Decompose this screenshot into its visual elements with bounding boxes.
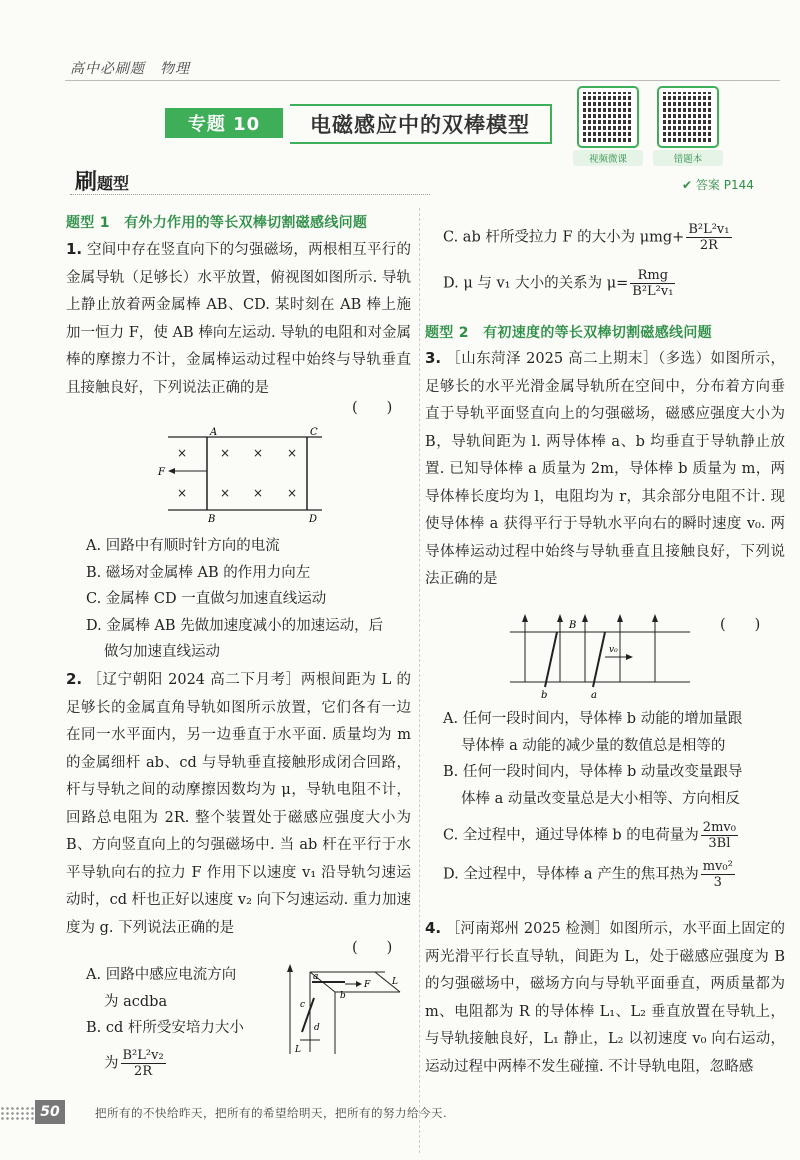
fig1-label-B: B: [208, 514, 216, 525]
fig2-label-F: F: [364, 980, 371, 990]
q2-option-a: A. 回路中感应电流方向: [86, 967, 237, 983]
q1-answer-paren: ( ): [352, 400, 393, 416]
type1-heading: 题型 1 有外力作用的等长双棒切割磁感线问题: [66, 215, 368, 231]
q3-option-c: C. 全过程中，通过导体棒 b 的电荷量为 $\frac{\text{2mv₀}}{3Bl}$: [443, 820, 736, 851]
answer-reference[interactable]: [682, 176, 754, 193]
fig2-label-L: L: [392, 977, 398, 987]
q2-text: ［辽宁朝阳 2024 高二下月考］两根间距为 L 的足够长的金属直角导轨如图所示放置，它们各有一边在同一水平面内，另一边垂直于水平面. 质量均为 m 的金属细杆 ab、cd 与导轨垂直接触形成闭合回路，杆与导轨之间的动摩擦因数均为 μ，导轨电阻不计，回路总电阻为 2R. 整个装置处于磁感应强度大小为 B、方向竖直向上的匀强磁场中. 当 ab 杆在平行于水平导轨向右的拉力 F 作用下以速度 v₁ 沿导轨匀速运动时，cd 杆也正好以速度 v₂ 向下匀速运动. 重力加速度为 g. 下列说法正确的是: [66, 672, 411, 936]
fig2-label-d: d: [314, 1023, 320, 1033]
q2-option-b: B. cd 杆所受安培力大小: [86, 1020, 244, 1036]
q2d-frac-num: Rmg: [630, 268, 675, 284]
q3-options: [443, 706, 788, 890]
q3d-frac-den: 3: [713, 875, 722, 890]
q3-figure: [505, 612, 695, 702]
q2-option-a-cont: 为 acdba: [104, 993, 168, 1010]
qr-mistakes-label: 错题本: [653, 150, 723, 166]
question-3: [425, 345, 785, 594]
topic-number: 专题 10: [165, 108, 283, 138]
fig1-label-C: C: [310, 427, 318, 438]
q2-option-b-cont: 为 $\frac{\text{B²L²v₂}}{2R}$: [104, 1047, 164, 1079]
footer-motto: 把所有的不快给昨天，把所有的希望给明天，把所有的努力给今天.: [95, 1106, 448, 1120]
footer-dots: [0, 1106, 36, 1122]
qr-code-icon: [577, 86, 639, 148]
q2-answer-paren: ( ): [352, 940, 393, 956]
book-header: 高中必刷题 物理: [70, 61, 190, 77]
q4-number: 4.: [425, 919, 442, 937]
svg-text:×: ×: [287, 446, 298, 460]
q2c-frac-den: 2R: [699, 238, 718, 253]
fig1-label-A: A: [210, 427, 218, 438]
fig2-label-a: a: [313, 972, 319, 982]
q2-option-c: [443, 222, 783, 253]
column-divider: [419, 208, 420, 1153]
svg-text:×: ×: [287, 486, 298, 500]
q1-option-b: B. 磁场对金属棒 AB 的作用力向左: [86, 564, 311, 581]
q3-option-b-cont: 体棒 a 动量改变量总是大小相等、方向相反: [461, 790, 740, 807]
fig1-label-D: D: [309, 514, 318, 525]
q3-option-a: A. 任何一段时间内，导体棒 b 动能的增加量跟: [443, 711, 743, 727]
answer-page: 答案 P144: [695, 178, 754, 192]
q1-options: [86, 533, 416, 666]
qr-video-label: 视频微课: [573, 150, 643, 166]
svg-text:×: ×: [220, 486, 231, 500]
type2-heading: 题型 2 有初速度的等长双棒切割磁感线问题: [425, 325, 712, 341]
q2-figure: [280, 962, 410, 1062]
fig3-label-B: B: [569, 620, 577, 631]
section-title: [75, 165, 129, 196]
fig2-label-c: c: [300, 1000, 306, 1010]
fig3-label-b: b: [541, 690, 548, 701]
q2d-frac-den: B²L²v₁: [632, 284, 674, 299]
fig3-label-a: a: [591, 690, 597, 701]
qr-code-icon: [657, 86, 719, 148]
q1-option-d-cont: 做匀加速直线运动: [104, 644, 220, 660]
svg-text:×: ×: [177, 446, 188, 460]
q3-number: 3.: [425, 349, 442, 367]
q2d-text: D. μ 与 v₁ 大小的关系为 μ=: [443, 275, 629, 292]
q3c-frac-den: 3Bl: [708, 836, 731, 851]
q4-text: ［河南郑州 2025 检测］如图所示，水平面上固定的两光滑平行长直导轨，间距为 L，处于磁感应强度为 B 的匀强磁场中，磁场方向与导轨平面垂直，两质量都为 m、电阻都为 R 的导体棒 L₁、L₂ 垂直放置在导轨上，与导轨接触良好，L₁ 静止，L₂ 以初速度 v₀ 向右运动，运动过程中两棒不发生碰撞. 不计导轨电阻，忽略感: [425, 921, 786, 1075]
question-4: [425, 915, 785, 1081]
svg-text:×: ×: [177, 486, 188, 500]
fig3-label-v0: v₀: [609, 645, 618, 655]
q1-option-c: C. 金属棒 CD 一直做匀加速直线运动: [86, 591, 327, 607]
q1-figure: [150, 425, 330, 525]
question-2: [66, 666, 411, 942]
section-underline: [70, 194, 430, 195]
q3-answer-paren: ( ): [720, 617, 761, 633]
q2b-frac-num: B²L²v₂: [122, 1047, 164, 1063]
q2c-text: C. ab 杆所受拉力 F 的大小为 μmg+: [443, 229, 685, 246]
topic-title: 电磁感应中的双棒模型: [290, 104, 552, 144]
question-1: [66, 236, 411, 402]
q2-number: 2.: [66, 670, 83, 688]
q1-option-a: A. 回路中有顺时针方向的电流: [86, 538, 280, 554]
svg-text:×: ×: [220, 446, 231, 460]
svg-text:×: ×: [253, 446, 264, 460]
fig2-label-b: b: [340, 991, 346, 1001]
q1-number: 1.: [66, 240, 83, 258]
check-icon: ✔: [682, 178, 693, 192]
fig1-label-F: F: [158, 467, 165, 478]
header-divider: [65, 80, 780, 81]
q3-option-b: B. 任何一段时间内，导体棒 b 动量改变量跟导: [443, 764, 743, 780]
q3-text: ［山东菏泽 2025 高二上期末］（多选）如图所示，足够长的水平光滑金属导轨所在空间中，分布着方向垂直于导轨平面竖直向上的匀强磁场，磁感应强度大小为 B，导轨间距为 l. 两导体棒 a、b 均垂直于导轨静止放置. 已知导体棒 a 质量为 2m，导体棒 b 质量为 m，两导体棒长度均为 l，电阻均为 r，其余部分电阻不计. 现使导体棒 a 获得平行于导轨水平向右的瞬时速度 v₀. 两导体棒运动过程中始终与导轨垂直且接触良好，下列说法正确的是: [425, 351, 786, 587]
q2-options-ab: [86, 962, 281, 1079]
q1-text: 空间中存在竖直向下的匀强磁场，两根相互平行的金属导轨（足够长）水平放置，俯视图如图所示. 导轨上静止放着两金属棒 AB、CD. 某时刻在 AB 棒上施加一恒力 F，使 AB 棒向左运动. 导轨的电阻和对金属棒的摩擦力不计，金属棒运动过程中始终与导轨垂直且接触良好，下列说法正确的是: [66, 242, 412, 396]
q3c-frac-num: 2mv₀: [702, 820, 736, 835]
q2-option-d: [443, 268, 783, 299]
qr-video[interactable]: [577, 86, 643, 166]
page-number: 50: [35, 1100, 65, 1124]
section-sub: 题型: [97, 174, 130, 193]
q2c-frac-num: B²L²v₁: [688, 222, 730, 237]
qr-mistakes[interactable]: [657, 86, 723, 166]
fig2-label-L2: L: [295, 1045, 301, 1055]
q3-option-a-cont: 导体棒 a 动能的减少量的数值总是相等的: [461, 737, 726, 754]
q3d-frac-num: mv₀²: [702, 859, 733, 874]
section-main: 刷: [75, 170, 98, 195]
q1-option-d: D. 金属棒 AB 先做加速度减小的加速运动，后: [86, 617, 384, 634]
q3-option-d: D. 全过程中，导体棒 a 产生的焦耳热为 $\frac{\text{mv₀²}}{3}$: [443, 859, 733, 890]
q2b-frac-den: 2R: [134, 1063, 153, 1079]
svg-text:×: ×: [253, 486, 264, 500]
